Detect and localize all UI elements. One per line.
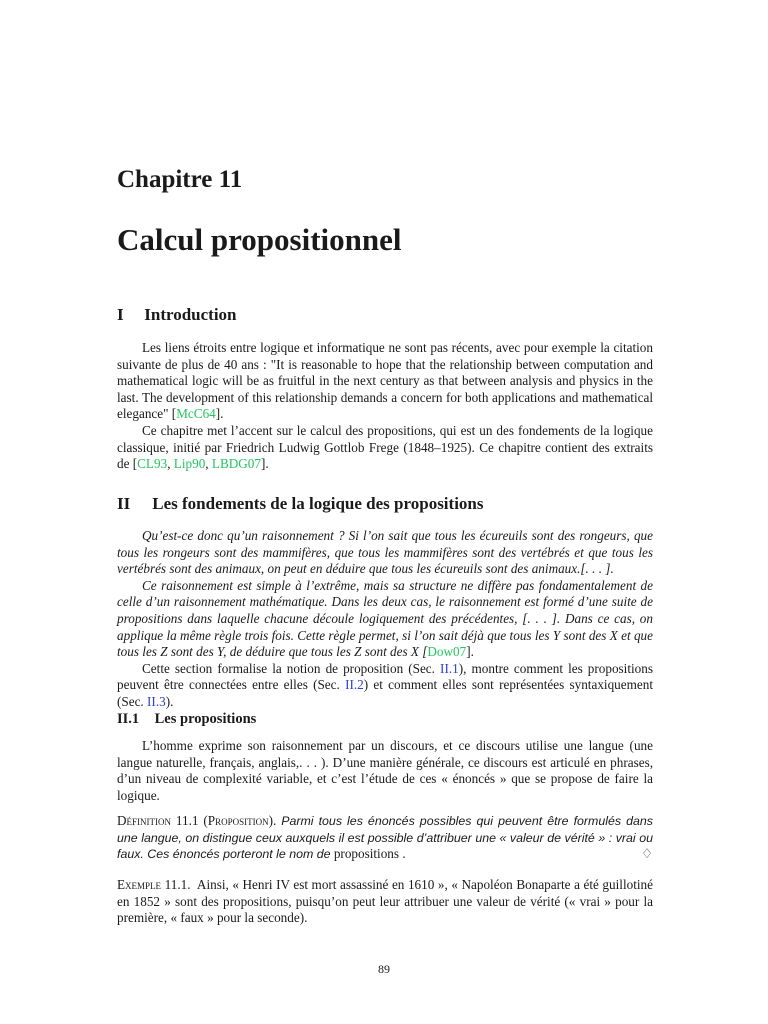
quote-paragraph-1: Qu’est-ce donc qu’un raisonnement ? Si l’on sait que tous les écureuils sont des rongeurs, que tous les rongeurs sont des mammifères, que tous les mammifères sont des vertébrés et que tous les vertébrés sont des animaux, on peut en déduire que tous les écureuils sont des animaux.[. . . ]. [117,528,653,577]
intro-paragraph-2-end: ]. [260,456,269,472]
definition-body: Parmi tous les énoncés possibles qui peuvent être formulés dans une langue, on distingue ceux auxquels il est possible d’attribuer une « valeur de vérité » : vrai ou faux. Ces énoncés porteront le nom de [117,814,653,862]
subsection-heading-propositions [117,711,256,728]
citation-link-dow07[interactable]: Dow07 [427,644,467,660]
overview-text-d: ). [165,693,174,709]
example-text: Ainsi, « Henri IV est mort assassiné en 1610 », « Napoléon Bonaparte a été guillotiné en 1852 » sont des propositions, puisqu’on peut leur attribuer une valeur de vérité (« vrai » pour la première, « faux » pour la seconde). [117,877,653,926]
section-overview-paragraph [117,661,653,711]
section-title: Les fondements de la logique des propositions [152,494,484,513]
citation-separator: , [167,456,174,472]
definition-paragraph [117,813,653,863]
intro-paragraph-2-text: Ce chapitre met l’accent sur le calcul des propositions, qui est un des fondements de la logique classique, initié par Friedrich Ludwig Gottlob Frege (1848–1925). Ce chapitre contient des extraits de [ [117,422,653,472]
page-number: 89 [378,962,390,976]
propositions-paragraph: L’homme exprime son raisonnement par un discours, et ce discours utilise une langue (une langue naturelle, français, anglais,. . . ). D’une manière générale, ce discours est articulé en phrases, d’un niveau de complexité variable, et c’est l’étude de ces « énoncés » que se propose de faire la logique. [117,738,653,803]
example-block [117,877,653,927]
end-of-definition-icon: ♢ [641,846,653,862]
section-link-ii-3[interactable]: II.3 [147,693,166,709]
quote-paragraph-2 [117,578,653,661]
definition-block [117,813,653,863]
section-number: I [117,305,124,324]
section-heading-fondements [117,494,483,514]
subsection-title: Les propositions [154,711,257,727]
citation-link-lbdg07[interactable]: LBDG07 [211,456,261,472]
introduction-body [117,340,653,473]
citation-separator: , [205,456,212,472]
chapter-number: Chapitre 11 [117,166,243,193]
intro-paragraph-1 [117,340,653,423]
definition-label: Définition 11.1 (Proposition). [117,813,277,828]
definition-end: . [402,846,406,862]
section-heading-introduction [117,305,237,325]
definition-term: propositions [333,846,400,862]
propositions-body [117,738,653,804]
citation-link-lip90[interactable]: Lip90 [173,456,206,472]
citation-link-mcc64[interactable]: McC64 [176,406,216,422]
intro-paragraph-2 [117,423,653,473]
intro-paragraph-1-text: Les liens étroits entre logique et informatique ne sont pas récents, avec pour exemple la citation suivante de plus de 40 ans : "It is reasonable to hope that the relationship between computation and mathematical logic will be as fruitful in the next century as that between analysis and physics in the last. The development of this relationship demands a concern for both applications and mathematical elegance" [ [117,340,653,422]
chapter-title: Calcul propositionnel [117,222,402,257]
example-label: Exemple 11.1. [117,877,191,892]
subsection-number: II.1 [117,711,140,727]
section-number: II [117,494,131,513]
quote-paragraph-2-text: Ce raisonnement est simple à l’extrême, mais sa structure ne diffère pas fondamentalement de celle d’un raisonnement mathématique. Dans les deux cas, le raisonnement est formé d’une suite de propositions dans laquelle chacune découle logiquement des précédentes, [. . . ]. Dans ce cas, on applique la même règle trois fois. Cette règle permet, si l’on sait déjà que tous les Y sont des X et que tous les Z sont des Y, de déduire que tous les Z sont des X [ [117,577,653,660]
section-title: Introduction [144,305,237,324]
overview-text-a: Cette section formalise la notion de proposition (Sec. [142,660,441,676]
quote-paragraph-2-end: ]. [466,644,474,660]
section-link-ii-1[interactable]: II.1 [440,660,459,676]
citation-link-cl93[interactable]: CL93 [137,456,168,472]
overview-text-c: ) et comment elles sont représentées syntaxiquement (Sec. [117,677,653,709]
section-link-ii-2[interactable]: II.2 [345,677,364,693]
overview-text-b: ), montre comment les propositions peuvent être connectées entre elles (Sec. [117,660,653,693]
fondements-body [117,528,653,711]
example-paragraph [117,877,653,927]
intro-paragraph-1-end: ]. [215,406,224,422]
